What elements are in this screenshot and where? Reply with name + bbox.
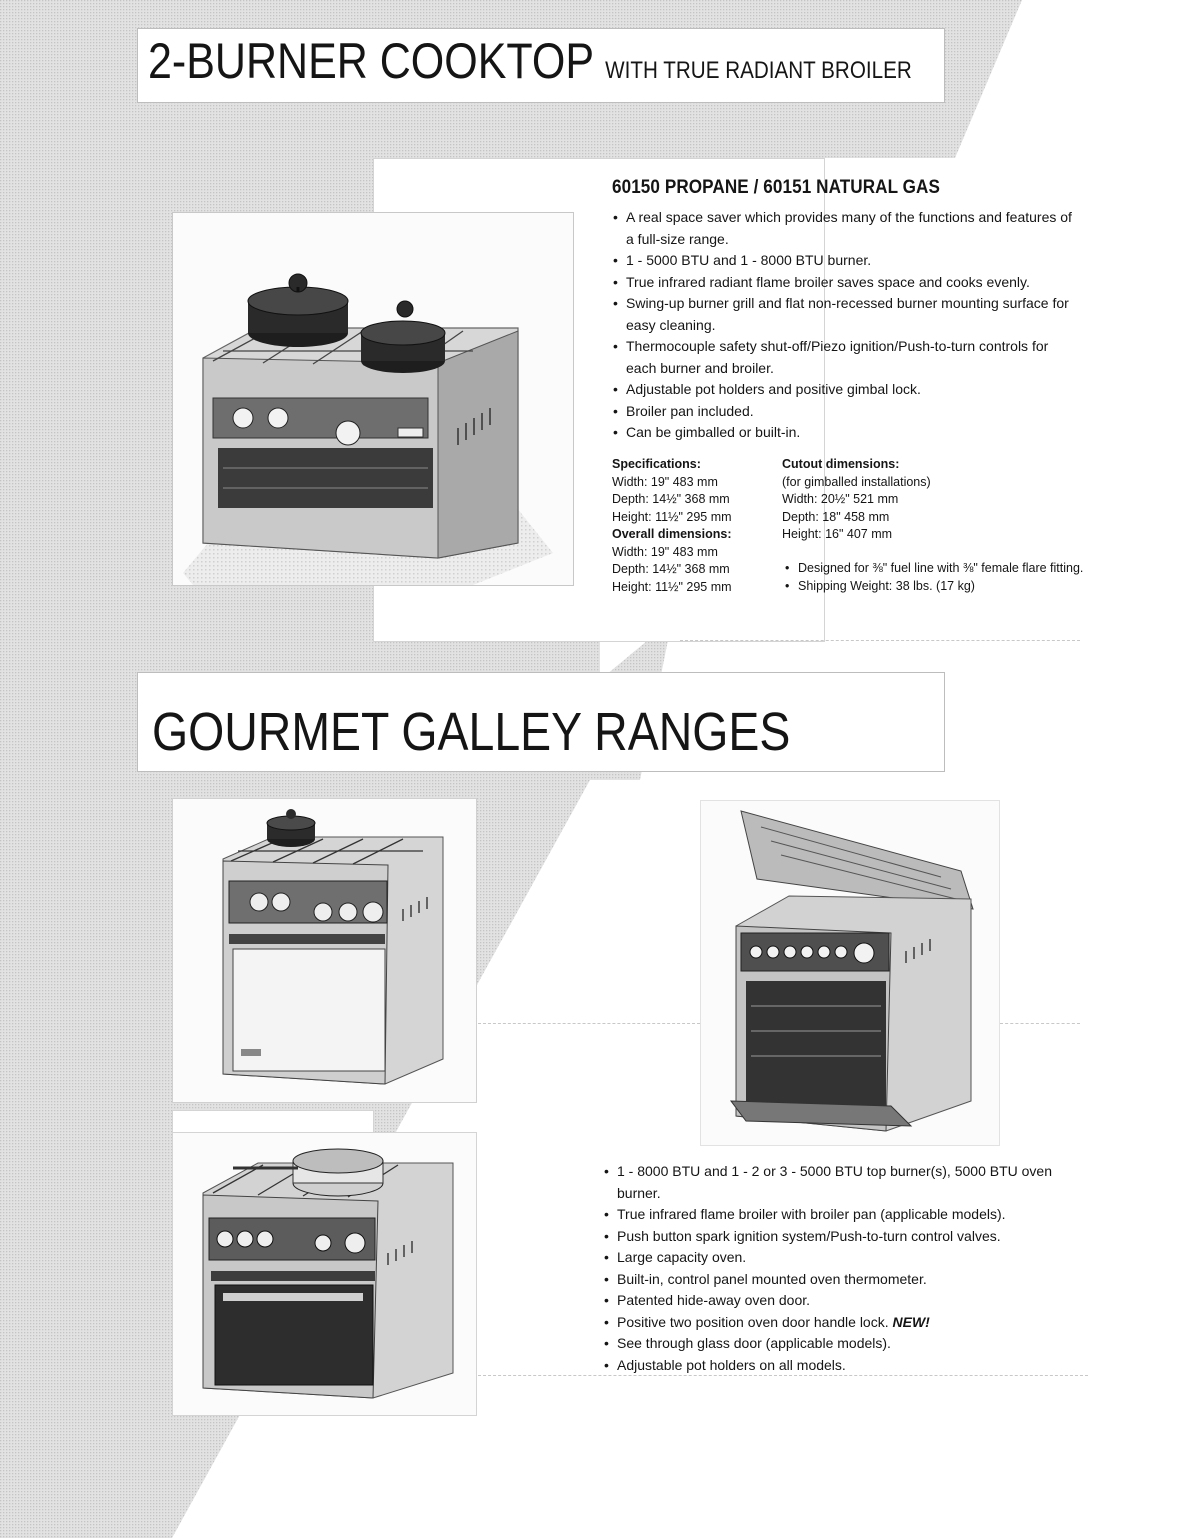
new-badge: NEW! [892,1313,930,1330]
feature-item: • Thermocouple safety shut-off/Piezo ignition/Push-to-turn controls for each burner and broiler. [612,336,1077,379]
galley-title-box [137,672,945,772]
note-item: • Designed for ⅜" fuel line with ⅜" female flare fitting. [784,560,1083,578]
galley-photo-back-frame [172,1110,374,1134]
overall-height: Height: 11½" 295 mm [612,579,732,594]
cooktop-title: 2-BURNER COOKTOP [148,33,594,89]
cutout-note: (for gimballed installations) [782,474,931,489]
cooktop-photo [172,212,574,586]
feature-text: Positive two position oven door handle lock. [617,1313,889,1330]
galley-feature-list [603,1161,1093,1376]
galley-range-photo-2 [700,800,1000,1146]
cutout-height: Height: 16" 407 mm [782,527,893,541]
spec-width: Width: 19" 483 mm [612,474,718,489]
specifications-heading: Specifications: [612,457,701,471]
range-illustration [173,799,476,1102]
overall-width: Width: 19" 483 mm [612,544,718,559]
galley-title: GOURMET GALLEY RANGES [152,702,791,762]
range-with-pot-illustration [173,1133,476,1415]
galley-range-photo-3 [172,1132,477,1416]
feature-item: • Broiler pan included. [612,401,1077,423]
overall-depth: Depth: 14½" 368 mm [612,562,730,576]
cooktop-notes-list [784,560,1083,595]
galley-range-photo-1 [172,798,477,1103]
feature-item: • Adjustable pot holders and positive gimbal lock. [612,379,1077,401]
feature-item: • Swing-up burner grill and flat non-recessed burner mounting surface for easy cleaning. [612,293,1077,336]
cutout-heading: Cutout dimensions: [782,457,900,471]
spec-depth: Depth: 14½" 368 mm [612,492,730,506]
feature-item: • Can be gimballed or built-in. [612,422,1077,444]
specifications-block [612,456,732,596]
feature-item: • Push button spark ignition system/Push-to-turn control valves. [603,1226,1093,1248]
feature-item: • Patented hide-away oven door. [603,1290,1093,1312]
spec-height: Height: 11½" 295 mm [612,509,732,524]
feature-item: • A real space saver which provides many of the functions and features of a full-size range. [612,207,1077,250]
cutout-width: Width: 20½" 521 mm [782,492,899,506]
cooktop-title-box [137,28,945,103]
feature-item [603,1312,1093,1334]
cutout-depth: Depth: 18" 458 mm [782,509,890,524]
cutout-dimensions-block [782,456,931,544]
feature-item: • Adjustable pot holders on all models. [603,1355,1093,1377]
divider-line [1000,1023,1080,1024]
cooktop-feature-list [612,207,1077,444]
feature-item: • See through glass door (applicable models). [603,1333,1093,1355]
divider-line [478,1023,700,1024]
cooktop-subtitle: WITH TRUE RADIANT BROILER [605,57,912,84]
divider-line [478,1375,1088,1376]
feature-item: • True infrared radiant flame broiler saves space and cooks evenly. [612,272,1077,294]
cooktop-illustration [173,213,573,585]
overall-dimensions-heading: Overall dimensions: [612,527,732,541]
cooktop-model-heading: 60150 PROPANE / 60151 NATURAL GAS [612,177,940,198]
feature-item: • Large capacity oven. [603,1247,1093,1269]
feature-item: • True infrared flame broiler with broiler pan (applicable models). [603,1204,1093,1226]
feature-item: • 1 - 5000 BTU and 1 - 8000 BTU burner. [612,250,1077,272]
feature-item: • 1 - 8000 BTU and 1 - 2 or 3 - 5000 BTU top burner(s), 5000 BTU oven burner. [603,1161,1093,1204]
feature-item: • Built-in, control panel mounted oven thermometer. [603,1269,1093,1291]
range-lid-open-illustration [701,801,999,1145]
divider-line [680,640,1080,641]
note-item: • Shipping Weight: 38 lbs. (17 kg) [784,578,1083,596]
